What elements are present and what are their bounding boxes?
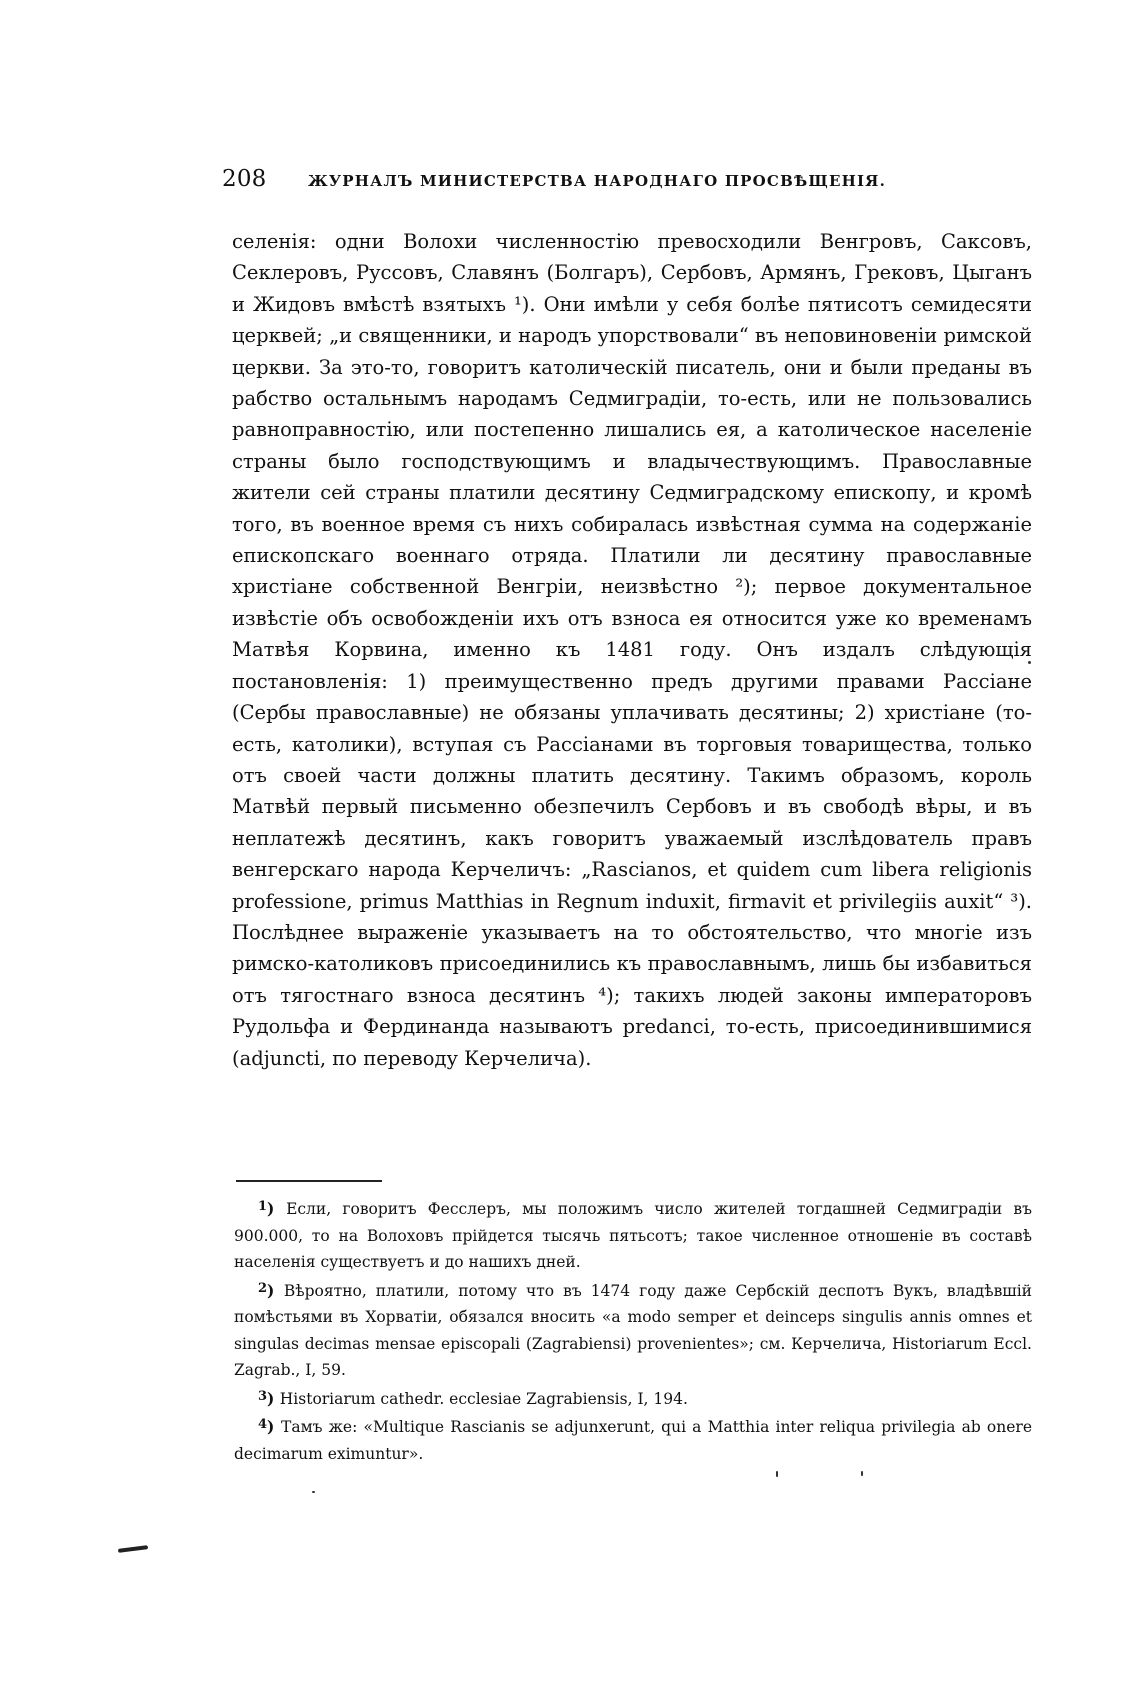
body-paragraph: селенія: одни Волохи численностію превосходили Венгровъ, Саксовъ, Секлеровъ, Руссовъ, Славянъ (Болгаръ), Сербовъ, Армянъ, Грековъ, Цыганъ и Жидовъ вмѣстѣ взятыхъ ¹). Они имѣли у себя болѣе пятисотъ семидесяти церквей; „и священники, и народъ упорствовали“ въ неповиновеніи римской церкви. За это-то, говоритъ католическій писатель, они и были преданы въ рабство остальнымъ народамъ Седмиградіи, то-есть, или не пользовались равноправностію, или постепенно лишались ея, а католическое населеніе страны было господствующимъ и владычествующимъ. Православные жители сей страны платили десятину Седмиградскому епископу, и кромѣ того, въ военное время съ нихъ собиралась извѣстная сумма на содержаніе епископскаго военнаго отряда. Платили ли десятину православные христіане собственной Венгріи, неизвѣстно ²); первое документальное извѣстіе объ освобожденіи ихъ отъ взноса ея относится уже ко временамъ Матвѣя Корвина, именно къ 1481 году. Онъ издалъ слѣдующія постановленія: 1) преимущественно предъ другими правами Рассіане (Сербы православные) не обязаны уплачивать десятины; 2) христіане (то-есть, католики), вступая съ Рассіанами въ торговыя товарищества, только отъ своей части должны платить десятину. Такимъ образомъ, король Матвѣй первый письменно обезпечилъ Сербовъ и въ свободѣ вѣры, и въ неплатежѣ десятинъ, какъ говоритъ уважаемый изслѣдователь правъ венгерскаго народа Керчеличъ: „Rascianos, et quidem cum libera religionis professione, primus Matthias in Regnum induxit, firmavit et privilegiis auxit“ ³). Послѣднее выраженіе указываетъ на то обстоятельство, что многіе изъ римско-католиковъ присоединились къ православнымъ, лишь бы избавиться отъ тягостнаго взноса десятинъ ⁴); такихъ людей законы императоровъ Рудольфа и Фердинанда называютъ predanci, то-есть, присоединившимися (adjuncti, по переводу Керчелича). — [232, 230, 1032, 1070]
footnote-text: Вѣроятно, платили, потому что въ 1474 году даже Сербскій деспотъ Вукъ, владѣвшій помѣстьями въ Хорватіи, обязался вносить «a modo semper et deinceps singulis annis omnes et singulas decimas mensae episcopali (Zagrabiensi) provenientes»; см. Керчелича, Historiarum Eccl. Zagrab., I, 59. — [234, 1281, 1032, 1379]
footnote-1 — [234, 1194, 1032, 1276]
footnote-mark: 2 — [258, 1280, 268, 1296]
footnote-text: Historiarum cathedr. ecclesiae Zagrabiensis, I, 194. — [279, 1389, 688, 1408]
scan-speck — [312, 1491, 315, 1493]
footnote-mark: 3 — [258, 1388, 268, 1404]
scan-speck — [861, 1471, 863, 1476]
footnotes — [234, 1194, 1032, 1467]
footnote-paren: ) — [267, 1280, 284, 1300]
footnote-3 — [234, 1384, 1032, 1413]
footnote-paren: ) — [267, 1388, 280, 1408]
scan-speck — [1028, 661, 1031, 664]
page-header — [222, 166, 1042, 202]
page-number: 208 — [222, 166, 267, 192]
footnote-paren: ) — [267, 1417, 282, 1436]
footnote-separator — [236, 1180, 382, 1182]
footnote-2 — [234, 1276, 1032, 1384]
scan-speck — [776, 1471, 778, 1477]
running-title: ЖУРНАЛЪ МИНИСТЕРСТВА НАРОДНАГО ПРОСВѢЩЕНІЯ. — [308, 172, 887, 190]
main-text — [232, 226, 1032, 1074]
scan-edge-mark — [118, 1545, 148, 1553]
footnote-mark: 1 — [258, 1199, 268, 1214]
footnote-4 — [234, 1412, 1032, 1467]
footnote-mark: 4 — [258, 1417, 268, 1432]
footnote-text: Если, говоритъ Фесслеръ, мы положимъ число жителей тогдашней Седмиградіи въ 900.000, то на Волоховъ прійдется тысячь пятьсотъ; такое численное отношеніе въ составѣ населенія существуетъ и до нашихъ дней. — [234, 1200, 1032, 1271]
footnote-paren: ) — [267, 1199, 287, 1218]
footnote-text: Тамъ же: «Multique Rascianis se adjunxerunt, qui a Matthia inter reliqua privilegia ab onere decimarum eximuntur». — [234, 1418, 1032, 1463]
